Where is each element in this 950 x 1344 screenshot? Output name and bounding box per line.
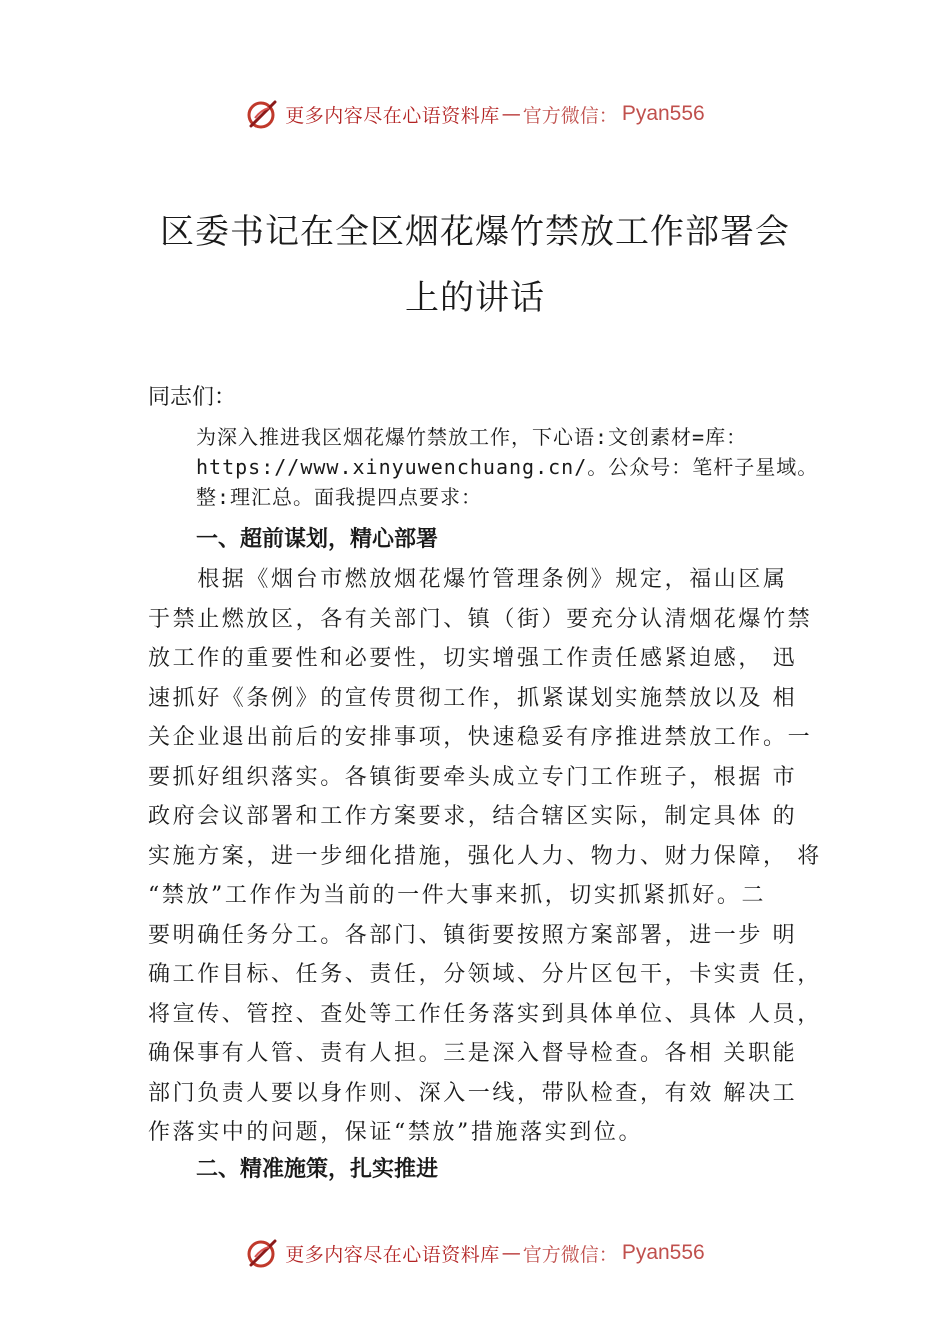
banner-wechat-label: 官方微信： <box>522 1243 618 1266</box>
banner-text: 更多内容尽在心语资料库 <box>285 104 500 127</box>
body-line: 速抓好《条例》的宣传贯彻工作，抓紧谋划实施禁放以及 相 <box>148 685 798 711</box>
body-line: 部门负责人要以身作则、深入一线，带队检查，有效 解决工 <box>148 1080 798 1106</box>
body-line: 确工作目标、任务、责任，分领域、分片区包干，卡实责 任， <box>148 962 822 987</box>
footer-banner <box>0 1233 950 1273</box>
document-title-line2: 上的讲话 <box>405 278 545 318</box>
brush-logo-icon <box>245 1235 281 1271</box>
salutation: 同志们： <box>148 385 237 410</box>
intro-paragraph: 为深入推进我区烟花爆竹禁放工作，下心语:文创素材=库： https://www.xinyuwenchuang.cn/。公众号：笔杆子星域。 整:理汇总。面我提四点要求： <box>196 425 819 509</box>
banner-separator: — <box>501 103 521 125</box>
section-1-body <box>148 560 848 1153</box>
banner-text: 更多内容尽在心语资料库 <box>285 1243 500 1266</box>
body-line: “禁放”工作作为当前的一件大事来抓，切实抓紧抓好。二 <box>148 883 767 908</box>
body-line: 确保事有人管、责有人担。三是深入督导检查。各相 关职能 <box>148 1041 798 1066</box>
body-line: 放工作的重要性和必要性，切实增强工作责任感紧迫感， 迅 <box>148 646 798 671</box>
section-heading-1: 一、超前谋划，精心部署 <box>196 527 439 552</box>
banner-wechat-label: 官方微信： <box>522 104 618 127</box>
document-title-line1: 区委书记在全区烟花爆竹禁放工作部署会 <box>160 212 790 252</box>
body-line: 关企业退出前后的安排事项，快速稳妥有序推进禁放工作。一 <box>148 725 813 750</box>
body-line: 将宣传、管控、查处等工作任务落实到具体单位、具体 人员， <box>148 1001 822 1027</box>
body-line: 作落实中的问题，保证“禁放”措施落实到位。 <box>148 1120 644 1145</box>
body-line: 政府会议部署和工作方案要求，结合辖区实际，制定具体 的 <box>148 804 798 829</box>
brush-logo-icon <box>245 96 281 132</box>
banner-wechat-id: Pyan556 <box>621 102 705 125</box>
header-banner <box>0 94 950 134</box>
body-line: 根据《烟台市燃放烟花爆竹管理条例》规定，福山区属 <box>148 567 788 592</box>
banner-separator: — <box>501 1242 521 1264</box>
body-line: 实施方案，进一步细化措施，强化人力、物力、财力保障， 将 <box>148 843 822 869</box>
body-line: 要明确任务分工。各部门、镇街要按照方案部署，进一步 明 <box>148 922 798 948</box>
body-line: 要抓好组织落实。各镇街要牵头成立专门工作班子，根据 市 <box>148 764 798 790</box>
section-heading-2: 二、精准施策，扎实推进 <box>196 1157 439 1182</box>
body-line: 于禁止燃放区，各有关部门、镇（街）要充分认清烟花爆竹禁 <box>148 606 813 632</box>
banner-wechat-id: Pyan556 <box>621 1241 705 1264</box>
